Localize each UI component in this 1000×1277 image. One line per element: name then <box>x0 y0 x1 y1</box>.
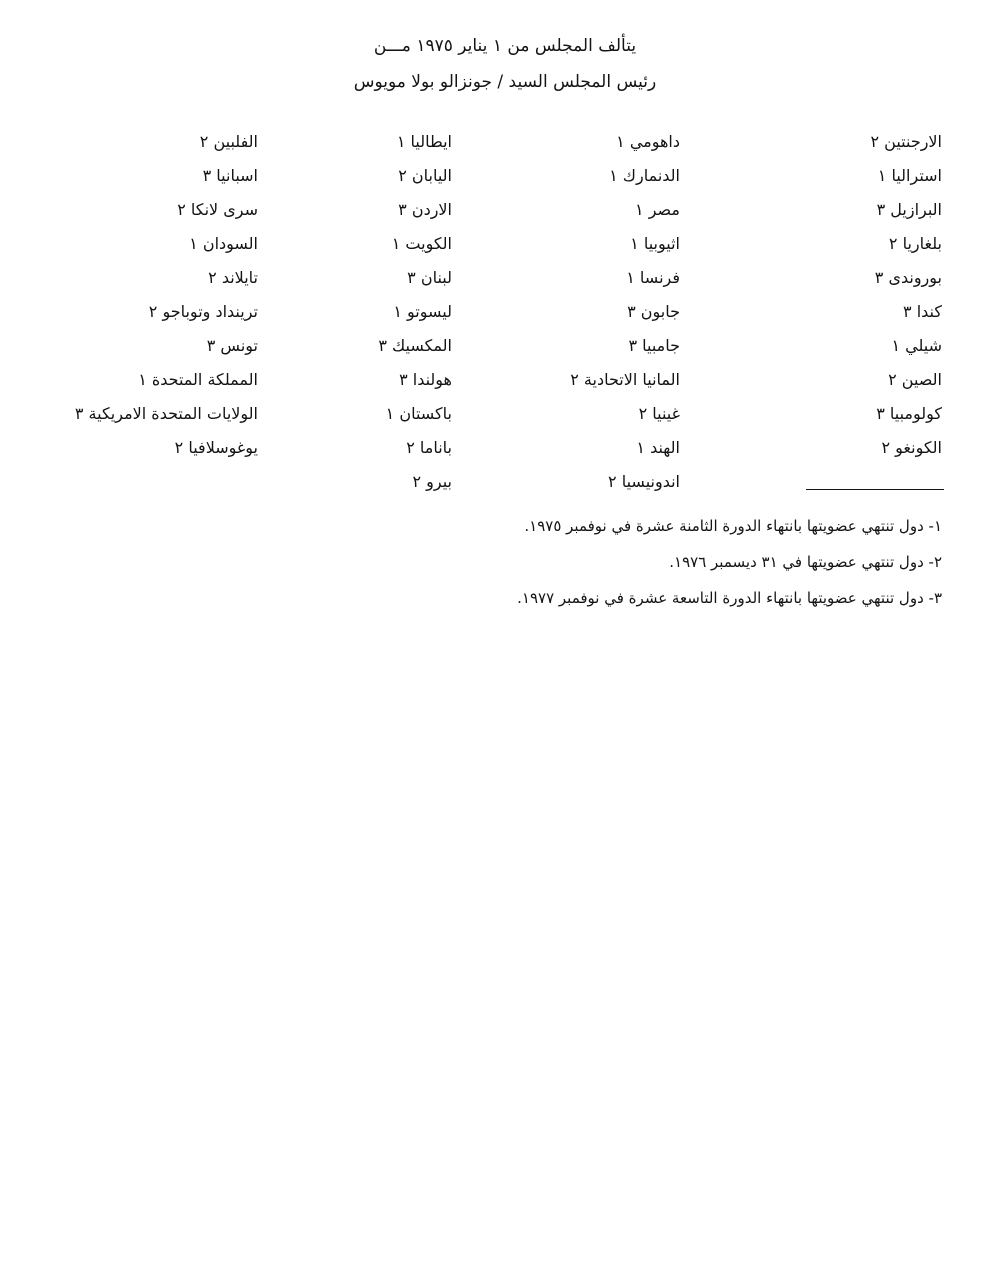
member-country: المانيا الاتحادية ٢ <box>570 370 680 389</box>
member-country: تايلاند ٢ <box>208 268 258 287</box>
member-country: الكونغو ٢ <box>881 438 942 457</box>
footnote-divider <box>806 489 944 490</box>
member-country: لبنان ٣ <box>407 268 452 287</box>
member-country: جامبيا ٣ <box>628 336 680 355</box>
member-column-1 <box>742 128 942 468</box>
member-country: بلغاريا ٢ <box>888 234 942 253</box>
member-country: كولومبيا ٣ <box>876 404 942 423</box>
member-country: كندا ٣ <box>903 302 942 321</box>
member-country: بيرو ٢ <box>412 472 452 491</box>
member-country: بوروندى ٣ <box>874 268 942 287</box>
member-country: تونس ٣ <box>206 336 258 355</box>
member-country: سرى لانكا ٢ <box>177 200 258 219</box>
member-country: استراليا ١ <box>877 166 942 185</box>
footnote: ٢- دول تنتهي عضويتها في ٣١ ديسمبر ١٩٧٦. <box>669 553 942 571</box>
member-country: الدنمارك ١ <box>609 166 680 185</box>
member-country: اندونيسيا ٢ <box>608 472 680 491</box>
member-country: الارجنتين ٢ <box>870 132 942 151</box>
member-country: شيلي ١ <box>891 336 942 355</box>
member-country: باناما ٢ <box>406 438 452 457</box>
member-country: جابون ٣ <box>627 302 680 321</box>
member-country: الفلبين ٢ <box>199 132 258 151</box>
member-country: يوغوسلافيا ٢ <box>174 438 258 457</box>
council-president-line: رئيس المجلس السيد / جونزالو بولا مويوس <box>353 72 657 92</box>
member-country: داهومي ١ <box>616 132 680 151</box>
member-country: الهند ١ <box>636 438 680 457</box>
member-country: المكسيك ٣ <box>378 336 452 355</box>
member-country: ليسوتو ١ <box>393 302 452 321</box>
member-country: الاردن ٣ <box>398 200 452 219</box>
member-country: ترينداد وتوباجو ٢ <box>148 302 258 321</box>
member-country: السودان ١ <box>189 234 258 253</box>
member-country: الكويت ١ <box>391 234 452 253</box>
council-composition-heading: يتألف المجلس من ١ يناير ١٩٧٥ مـــن <box>373 36 637 56</box>
footnote: ١- دول تنتهي عضويتها بانتهاء الدورة الثامنة عشرة في نوفمبر ١٩٧٥. <box>524 517 942 535</box>
member-country: البرازيل ٣ <box>876 200 942 219</box>
member-country: اثيوبيا ١ <box>630 234 680 253</box>
member-country: ايطاليا ١ <box>396 132 452 151</box>
member-country: الولايات المتحدة الامريكية ٣ <box>74 404 258 423</box>
member-country: فرنسا ١ <box>626 268 680 287</box>
member-country: اسبانيا ٣ <box>202 166 258 185</box>
member-country: مصر ١ <box>635 200 680 219</box>
member-country: باكستان ١ <box>385 404 452 423</box>
member-column-3 <box>252 128 452 502</box>
footnotes-list <box>402 512 942 620</box>
footnote: ٣- دول تنتهي عضويتها بانتهاء الدورة التاسعة عشرة في نوفمبر ١٩٧٧. <box>517 589 942 607</box>
member-column-4 <box>38 128 258 468</box>
member-country: هولندا ٣ <box>399 370 452 389</box>
member-country: غينيا ٢ <box>638 404 680 423</box>
member-column-2 <box>480 128 680 502</box>
member-country: المملكة المتحدة ١ <box>138 370 258 389</box>
member-country: اليابان ٢ <box>398 166 452 185</box>
member-country: الصين ٢ <box>888 370 942 389</box>
